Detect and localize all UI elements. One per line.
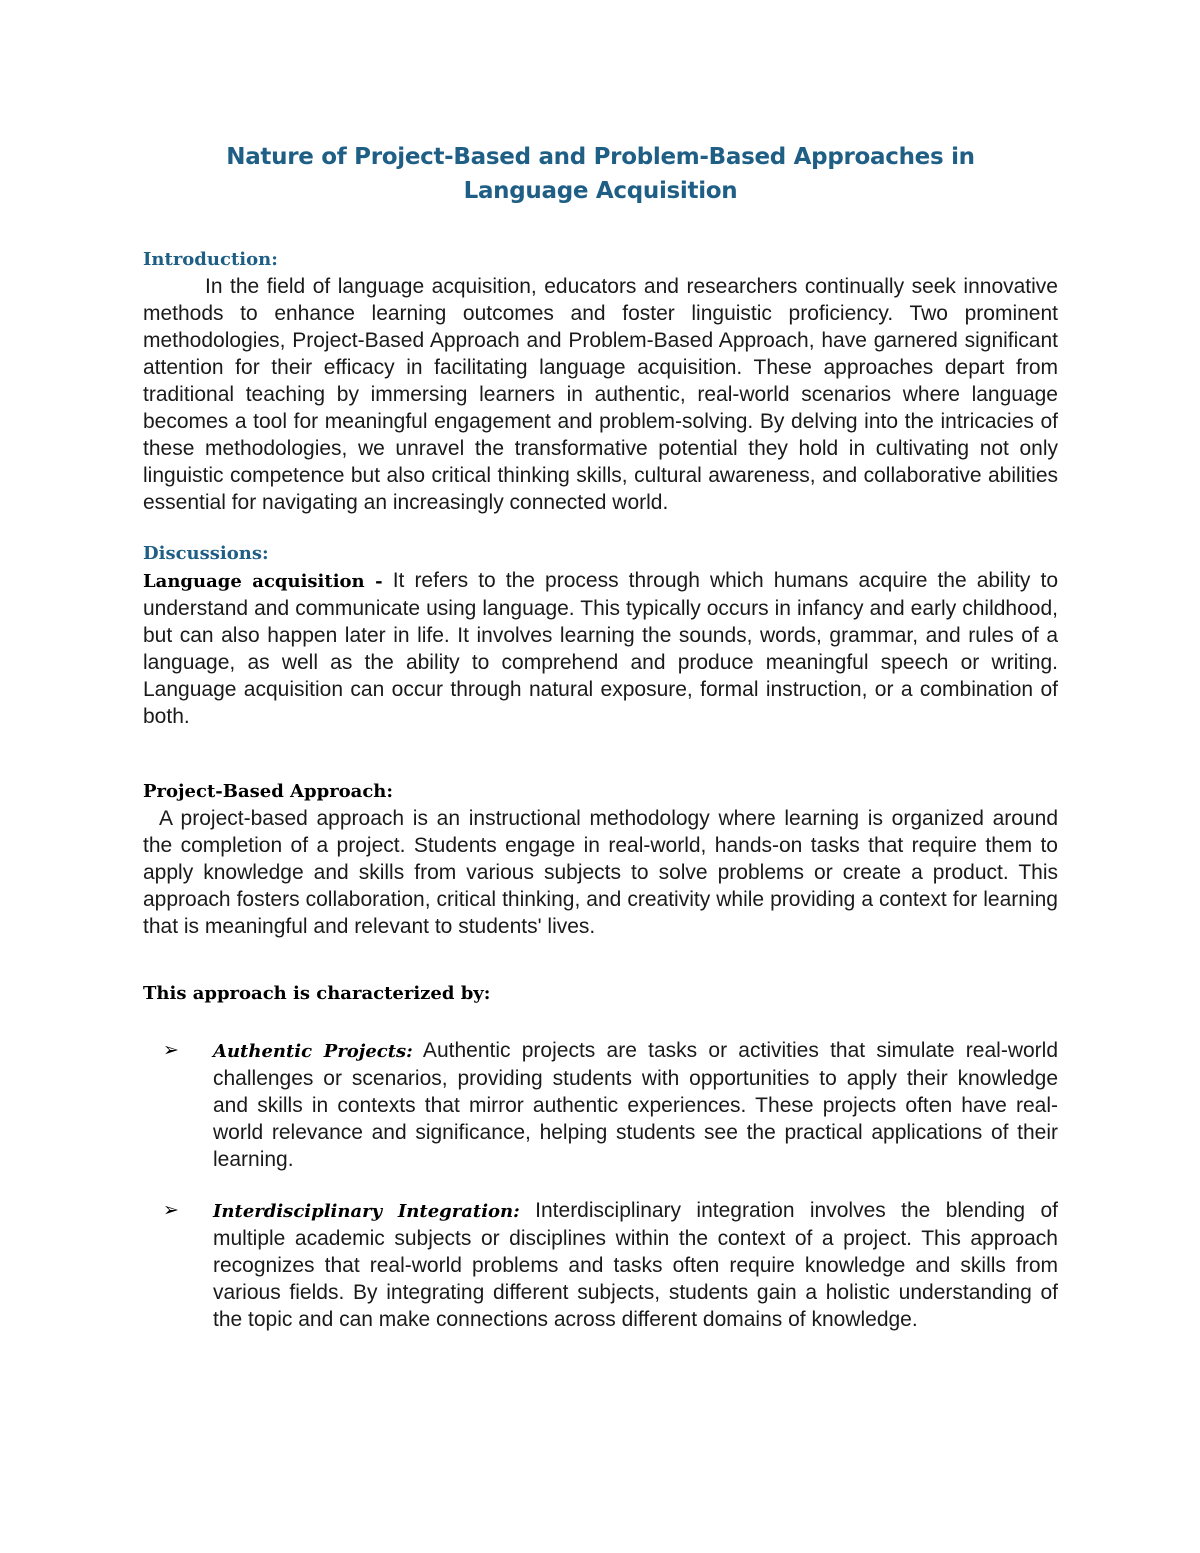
language-acquisition-term: Language acquisition -	[143, 571, 383, 592]
document-title-line-1: Nature of Project-Based and Problem-Based Approaches in	[226, 144, 975, 170]
document-content	[143, 140, 1058, 1333]
language-acquisition-definition: It refers to the process through which humans acquire the ability to understand and communicate using language. This typically occurs in infancy and early childhood, but can also happen later in life. It involves learning the sounds, words, grammar, and rules of a language, as well as the ability to comprehend and produce meaningful speech or writing. Language acquisition can occur through natural exposure, formal instruction, or a combination of both.	[143, 569, 1058, 728]
authentic-projects-term: Authentic Projects:	[213, 1041, 413, 1062]
document-title-line-2: Language Acquisition	[463, 178, 738, 204]
document-title	[143, 140, 1058, 208]
characteristics-section	[143, 980, 1058, 1333]
discussions-heading: Discussions:	[143, 543, 269, 564]
list-item	[143, 1037, 1058, 1173]
arrow-bullet-icon: ➢	[163, 1039, 179, 1061]
characteristics-heading: This approach is characterized by:	[143, 983, 491, 1004]
discussions-section	[143, 540, 1058, 730]
introduction-section	[143, 246, 1058, 516]
project-based-section	[143, 778, 1058, 940]
discussions-paragraph	[143, 567, 1058, 730]
project-based-paragraph: A project-based approach is an instructional methodology where learning is organized around the completion of a project. Students engage in real-world, hands-on tasks that require them to apply knowledge and skills from various subjects to solve problems or create a product. This approach fosters collaboration, critical thinking, and creativity while providing a context for learning that is meaningful and relevant to students' lives.	[143, 807, 1058, 938]
interdisciplinary-integration-term: Interdisciplinary Integration:	[213, 1201, 520, 1222]
list-item	[143, 1197, 1058, 1333]
introduction-paragraph: In the field of language acquisition, educators and researchers continually seek innovative methods to enhance learning outcomes and foster linguistic proficiency. Two prominent methodologies, Project-Based Approach and Problem-Based Approach, have garnered significant attention for their efficacy in facilitating language acquisition. These approaches depart from traditional teaching by immersing learners in authentic, real-world scenarios where language becomes a tool for meaningful engagement and problem-solving. By delving into the intricacies of these methodologies, we unravel the transformative potential they hold in cultivating not only linguistic competence but also critical thinking skills, cultural awareness, and collaborative abilities essential for navigating an increasingly connected world.	[143, 275, 1058, 514]
arrow-bullet-icon: ➢	[163, 1199, 179, 1221]
introduction-heading: Introduction:	[143, 249, 278, 270]
authentic-projects-text: Authentic projects are tasks or activities that simulate real-world challenges or scenarios, providing students with opportunities to apply their knowledge and skills in contexts that mirror authentic experiences. These projects often have real-world relevance and significance, helping students see the practical applications of their learning.	[213, 1039, 1059, 1171]
interdisciplinary-integration-text: Interdisciplinary integration involves the blending of multiple academic subjects or disciplines within the context of a project. This approach recognizes that real-world problems and tasks often require knowledge and skills from various fields. By integrating different subjects, students gain a holistic understanding of the topic and can make connections across different domains of knowledge.	[213, 1199, 1058, 1331]
project-based-heading: Project-Based Approach:	[143, 781, 394, 802]
